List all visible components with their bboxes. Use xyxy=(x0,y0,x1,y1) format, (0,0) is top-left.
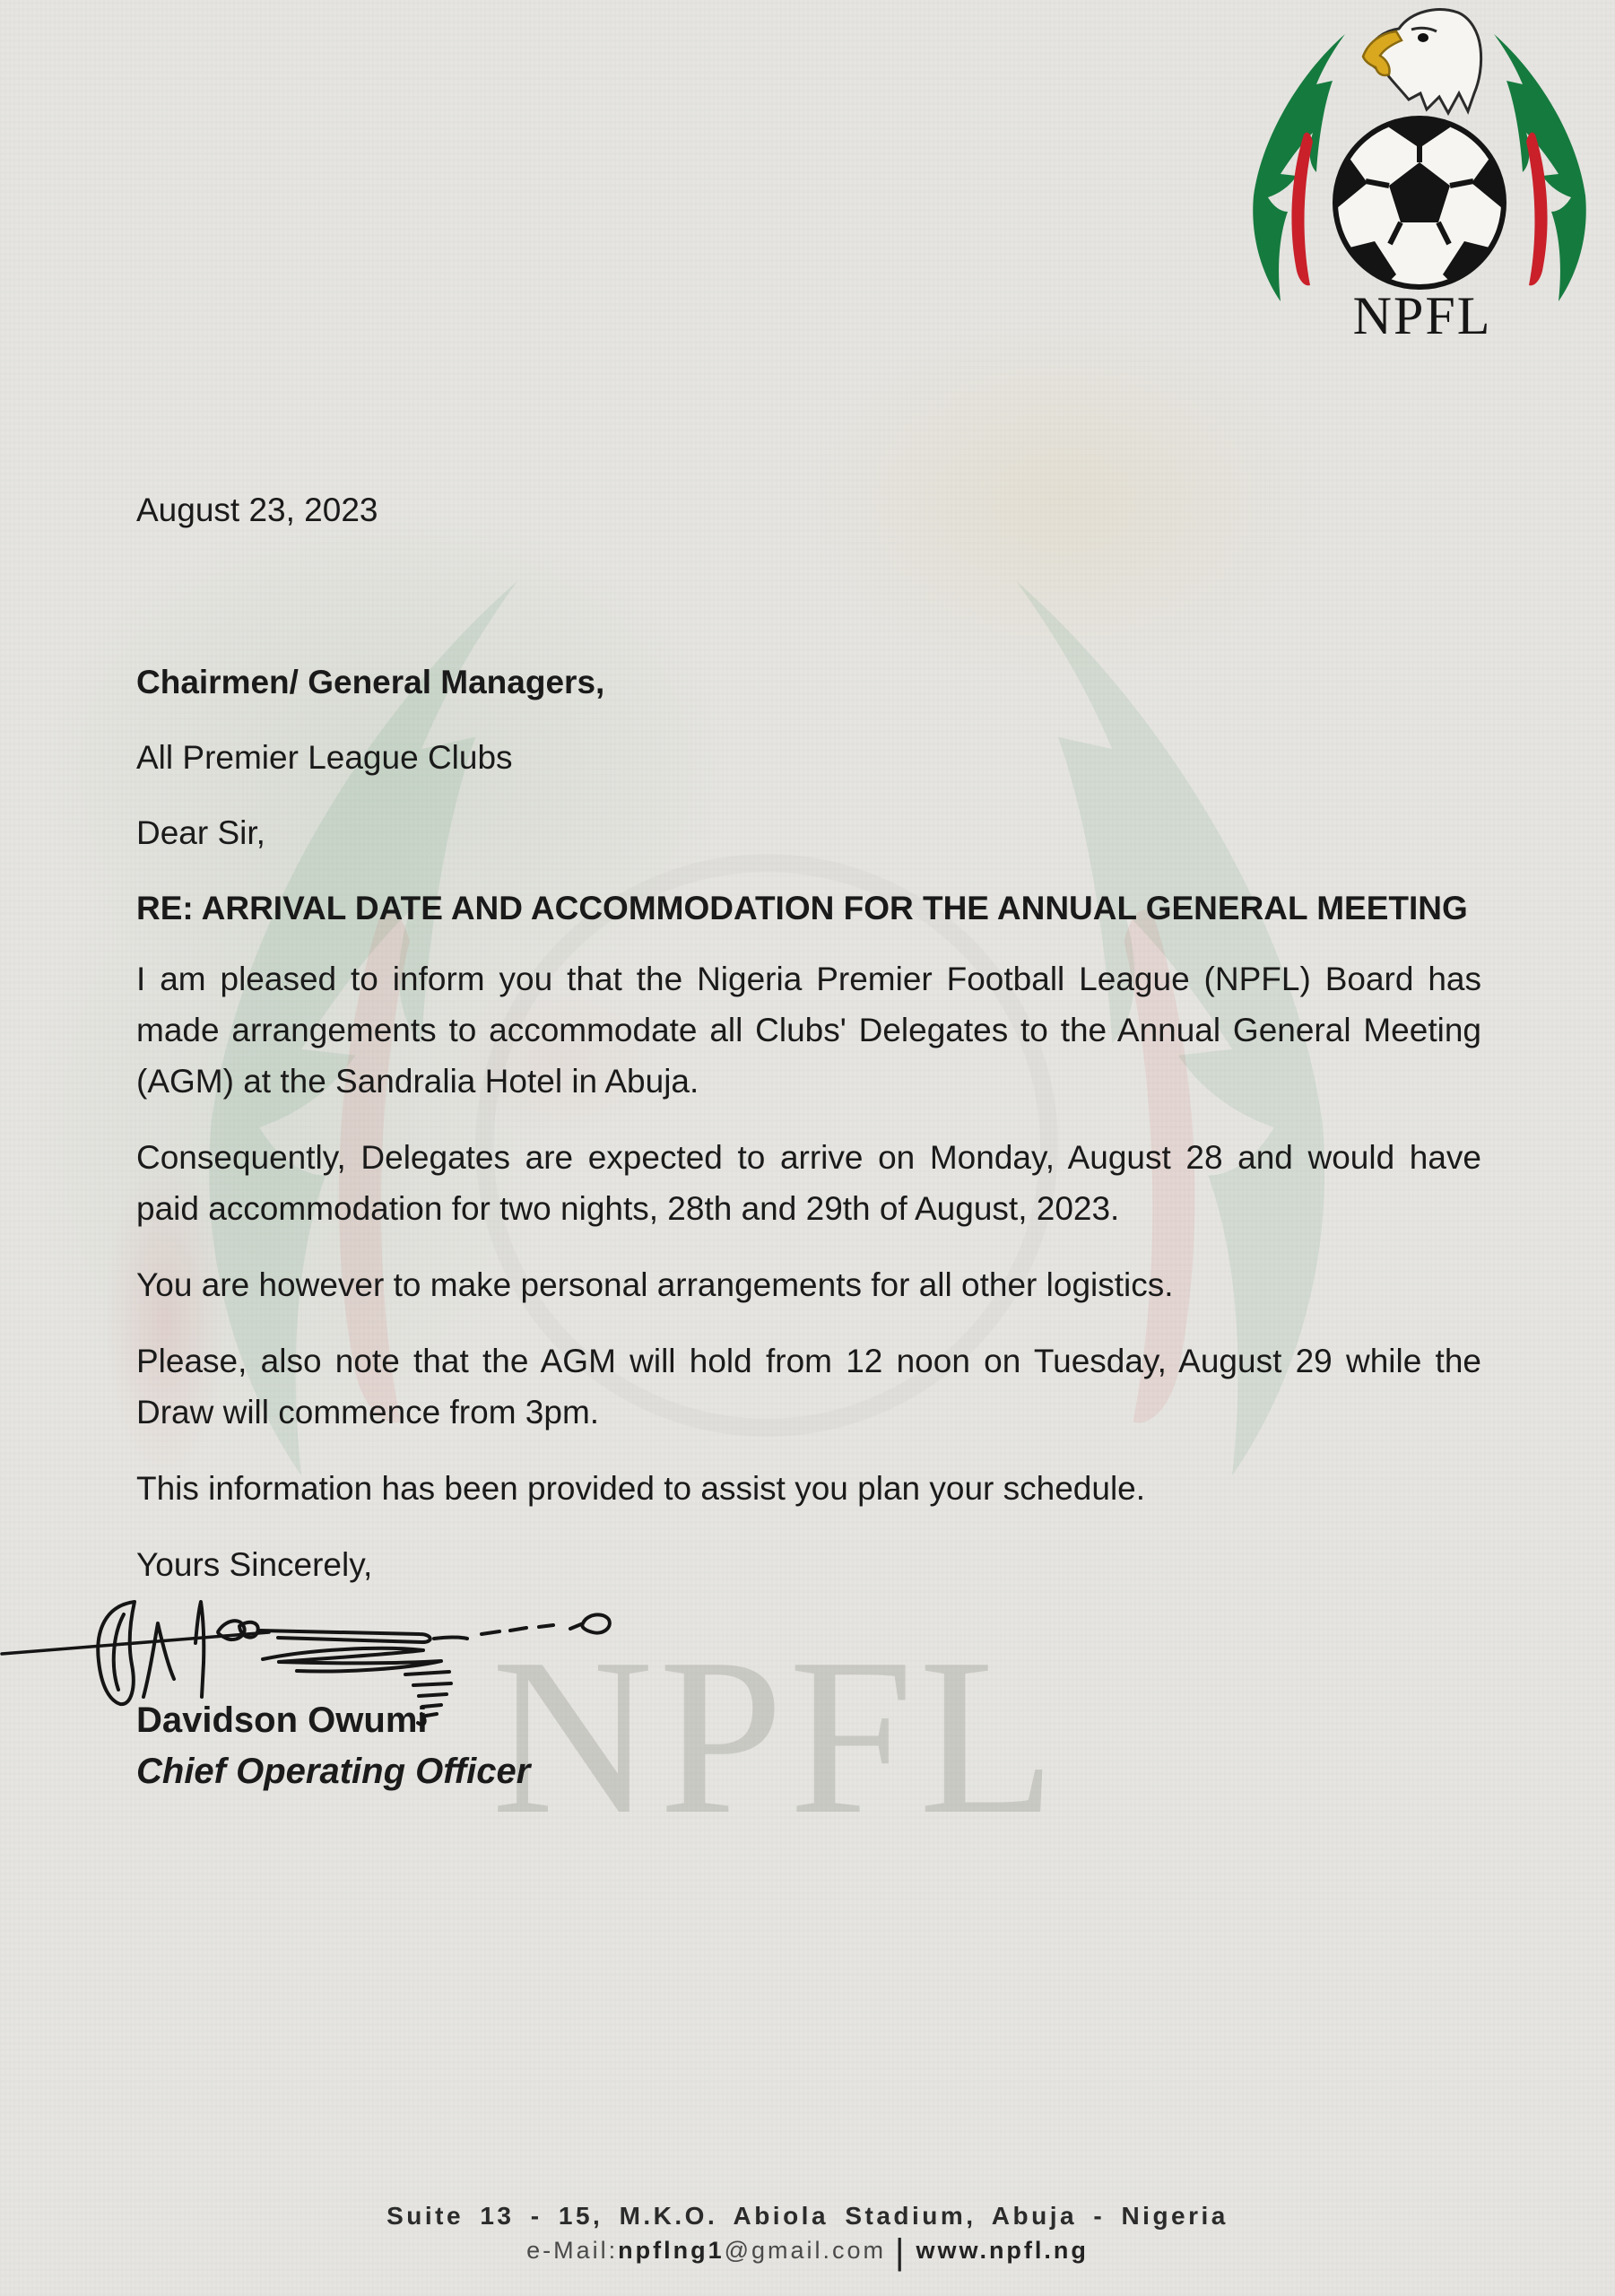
eagle-icon xyxy=(1363,10,1481,113)
email-label: e-Mail: xyxy=(526,2237,619,2264)
body-paragraph: You are however to make personal arrangements for all other logistics. xyxy=(136,1266,1174,1303)
logo-wordmark: NPFL xyxy=(1352,286,1492,345)
subject-line: RE: ARRIVAL DATE AND ACCOMMODATION FOR THE ANNUAL GENERAL MEETING xyxy=(136,890,1468,926)
footer-contact xyxy=(0,2232,1615,2272)
body-paragraph: Consequently, Delegates are expected to arrive on Monday, August 28 and would have paid accommodation for two nights, 28th and 29th of August, 2023. xyxy=(136,1139,1481,1227)
footer xyxy=(0,2199,1615,2272)
watermark-npfl-text: NPFL xyxy=(491,1613,1062,1861)
signature-scribble xyxy=(0,1587,682,1767)
email-domain: @gmail.com xyxy=(724,2237,887,2264)
letter-date: August 23, 2023 xyxy=(136,491,378,528)
website-url: www.npfl.ng xyxy=(916,2237,1089,2264)
recipient-org: All Premier League Clubs xyxy=(136,739,513,776)
soccer-ball-icon xyxy=(1307,95,1533,300)
separator-bar: | xyxy=(895,2232,907,2272)
signatory-title: Chief Operating Officer xyxy=(136,1752,531,1791)
footer-address: Suite 13 - 15, M.K.O. Abiola Stadium, Abuja - Nigeria xyxy=(386,2202,1229,2230)
npfl-logo xyxy=(1211,0,1615,359)
closing: Yours Sincerely, xyxy=(136,1546,373,1583)
salutation: Dear Sir, xyxy=(136,814,265,851)
signatory-name: Davidson Owumi xyxy=(136,1700,428,1740)
body-paragraph: I am pleased to inform you that the Nigeria Premier Football League (NPFL) Board has made arrangements to accommodate all Clubs' Delegates to the Annual General Meeting (AGM) at the Sandralia Hotel in Abuja. xyxy=(136,961,1481,1100)
body-paragraph: This information has been provided to assist you plan your schedule. xyxy=(136,1470,1146,1507)
recipient-title: Chairmen/ General Managers, xyxy=(136,664,605,700)
email-user: npflng1 xyxy=(618,2237,725,2264)
body-paragraph: Please, also note that the AGM will hold from 12 noon on Tuesday, August 29 while the Draw will commence from 3pm. xyxy=(136,1343,1481,1431)
